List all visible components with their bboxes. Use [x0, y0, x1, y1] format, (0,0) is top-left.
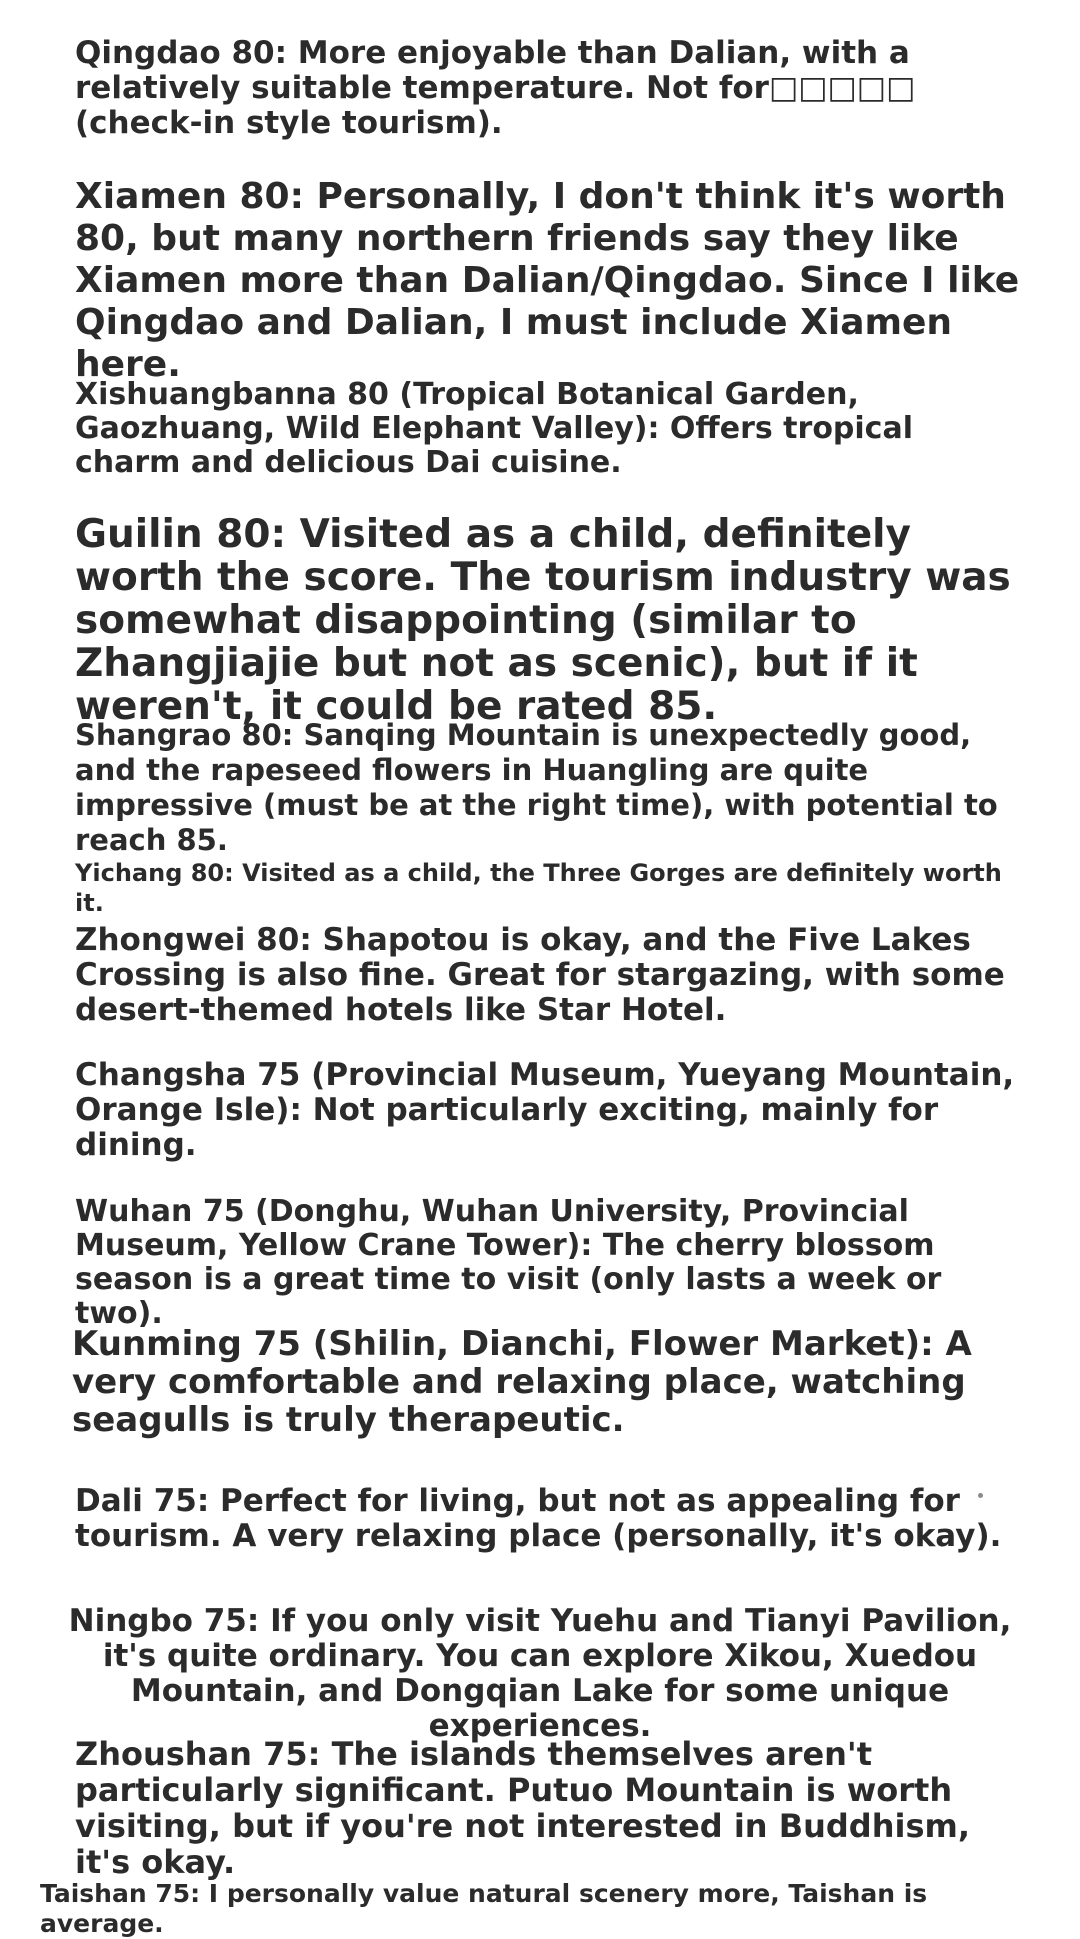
entry-dali: Dali 75: Perfect for living, but not as appealing for tourism. A very relaxing place (personally, it's okay). — [75, 1483, 1002, 1554]
entry-zhoushan: Zhoushan 75: The islands themselves aren't particularly significant. Putuo Mountain is worth visiting, but if you're not interested in Buddhism, it's okay. — [75, 1735, 970, 1881]
entry-xishuangbanna: Xishuangbanna 80 (Tropical Botanical Garden, Gaozhuang, Wild Elephant Valley): Offers tropical charm and delicious Dai cuisine. — [75, 377, 913, 480]
entry-changsha: Changsha 75 (Provincial Museum, Yueyang Mountain, Orange Isle): Not particularly exciting, mainly for dining. — [75, 1057, 1015, 1163]
dust-speck — [978, 1493, 983, 1498]
entry-yichang: Yichang 80: Visited as a child, the Three Gorges are definitely worth it. — [75, 859, 1002, 917]
entry-xiamen: Xiamen 80: Personally, I don't think it's worth 80, but many northern friends say they like Xiamen more than Dalian/Qingdao. Since I like Qingdao and Dalian, I must include Xiamen here. — [75, 176, 1020, 385]
entry-taishan: Taishan 75: I personally value natural scenery more, Taishan is average. — [40, 1879, 928, 1938]
entry-ningbo: Ningbo 75: If you only visit Yuehu and Tianyi Pavilion, it's quite ordinary. You can explore Xikou, Xuedou Mountain, and Dongqian Lake for some unique experiences. — [68, 1603, 1012, 1744]
entry-zhongwei: Zhongwei 80: Shapotou is okay, and the Five Lakes Crossing is also fine. Great for stargazing, with some desert-themed hotels like Star Hotel. — [75, 922, 1005, 1028]
entry-shangrao: Shangrao 80: Sanqing Mountain is unexpectedly good, and the rapeseed flowers in Huangling are quite impressive (must be at the right time), with potential to reach 85. — [75, 718, 998, 857]
entry-wuhan: Wuhan 75 (Donghu, Wuhan University, Provincial Museum, Yellow Crane Tower): The cherry blossom season is a great time to visit (only lasts a week or two). — [75, 1194, 942, 1331]
entry-qingdao: Qingdao 80: More enjoyable than Dalian, with a relatively suitable temperature. Not for□□□□□ (check-in style tourism). — [75, 35, 916, 141]
entry-guilin: Guilin 80: Visited as a child, definitely worth the score. The tourism industry was somewhat disappointing (similar to Zhangjiajie but not as scenic), but if it weren't, it could be rated 85. — [75, 512, 1011, 729]
entry-kunming: Kunming 75 (Shilin, Dianchi, Flower Market): A very comfortable and relaxing place, watching seagulls is truly therapeutic. — [72, 1324, 972, 1440]
